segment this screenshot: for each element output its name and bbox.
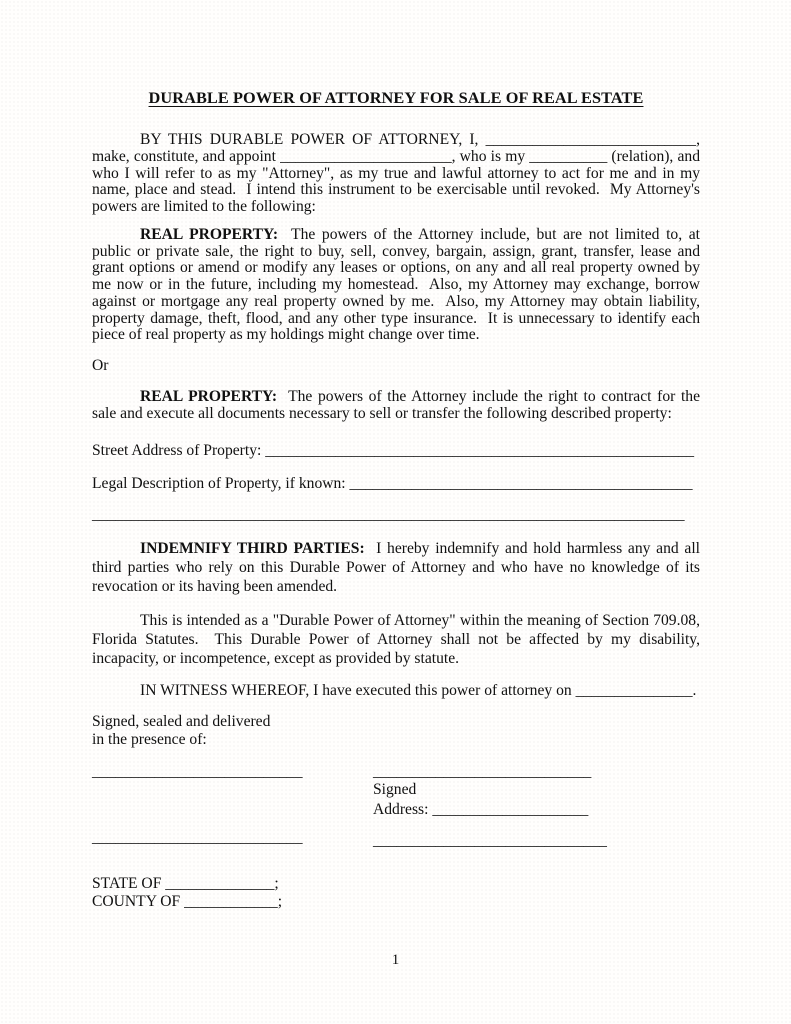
intro-paragraph: BY THIS DURABLE POWER OF ATTORNEY, I, ___________________________, make, constitute, and appoint ______________________, who is my __________ (relation), and who I will refer to as my "Attorney", as my true and lawful attorney to act for me and in my name, place and stead. I intend this instrument to be exercisable until revoked. My Attorney's powers are limited to the following: <box>92 131 700 215</box>
real-property-specific-body: The powers of the Attorney include the right to contract for the sale and execute all documents necessary to sell or transfer the following described property: <box>92 387 700 422</box>
state-of-label: STATE OF <box>92 874 166 892</box>
presence-clause <box>92 713 700 749</box>
witness-clause-paragraph: IN WITNESS WHEREOF, I have executed this power of attorney on _______________. <box>140 681 697 699</box>
real-property-general-heading: REAL PROPERTY: <box>140 225 279 243</box>
county-of-blank: ____________ <box>184 893 278 911</box>
street-address-label: Street Address of Property: <box>92 442 266 460</box>
indemnify-heading: INDEMNIFY THIRD PARTIES: <box>140 539 365 557</box>
witness-signature-column <box>92 763 373 849</box>
state-of-blank: ______________ <box>165 874 275 892</box>
legal-description-field <box>92 475 700 492</box>
signature-section <box>92 763 700 849</box>
real-property-general-paragraph <box>92 227 700 344</box>
principal-signature-column <box>373 763 700 849</box>
document-title: DURABLE POWER OF ATTORNEY FOR SALE OF REAL ESTATE <box>148 88 644 107</box>
indemnify-body: I hereby indemnify and hold harmless any and all third parties who rely on this Durable Power of Attorney and who have no knowledge of its revocation or its having been amended. <box>92 539 700 596</box>
legal-description-label: Legal Description of Property, if known: <box>92 475 350 493</box>
principal-address-field <box>373 800 700 819</box>
legal-description-continuation-line: ____________________________________________________________________________ <box>92 505 685 523</box>
witness-signature-line-2: ___________________________ <box>92 829 303 847</box>
notary-section <box>92 875 700 911</box>
notary-state-line <box>92 875 700 893</box>
real-property-general-body: The powers of the Attorney include, but are not limited to, at public or private sale, the right to buy, sell, convey, bargain, assign, grant, transfer, lease and grant options or amend or modify any leases or options, on any and all real property owned by me now or in the future, including my homestead. Also, my Attorney may exchange, borrow against or mortgage any real property owned by me. Also, my Attorney may obtain liability, property damage, theft, flood, and any other type insurance. It is unnecessary to identify each piece of real property as my holdings might change over time. <box>92 225 700 344</box>
street-address-blank: _______________________________________________________ <box>265 442 695 460</box>
presence-line-1: Signed, sealed and delivered <box>92 713 271 731</box>
principal-signature-line-2: ______________________________ <box>373 831 607 849</box>
state-of-suffix: ; <box>274 874 279 892</box>
principal-signature-line-1: ____________________________ <box>373 763 592 781</box>
county-of-suffix: ; <box>277 893 283 911</box>
real-property-specific-heading: REAL PROPERTY: <box>140 387 278 405</box>
durable-clause-paragraph: This is intended as a "Durable Power of Attorney" within the meaning of Section 709.08, Florida Statutes. This Durable Power of Attorney shall not be affected by my disability, incapacity, or incompetence, except as provided by statute. <box>92 611 700 668</box>
signed-label: Signed <box>373 781 417 799</box>
page-number: 1 <box>391 952 400 968</box>
legal-description-blank: ____________________________________________ <box>349 475 693 493</box>
address-blank: ____________________ <box>432 800 589 818</box>
county-of-label: COUNTY OF <box>92 893 185 911</box>
indemnify-paragraph <box>92 539 700 597</box>
address-label: Address: <box>373 800 433 818</box>
or-label: Or <box>92 357 109 374</box>
real-property-specific-paragraph <box>92 389 700 423</box>
street-address-field <box>92 442 700 459</box>
notary-county-line <box>92 893 700 911</box>
witness-signature-line-1: ___________________________ <box>92 763 303 781</box>
presence-line-2: in the presence of: <box>92 731 207 749</box>
